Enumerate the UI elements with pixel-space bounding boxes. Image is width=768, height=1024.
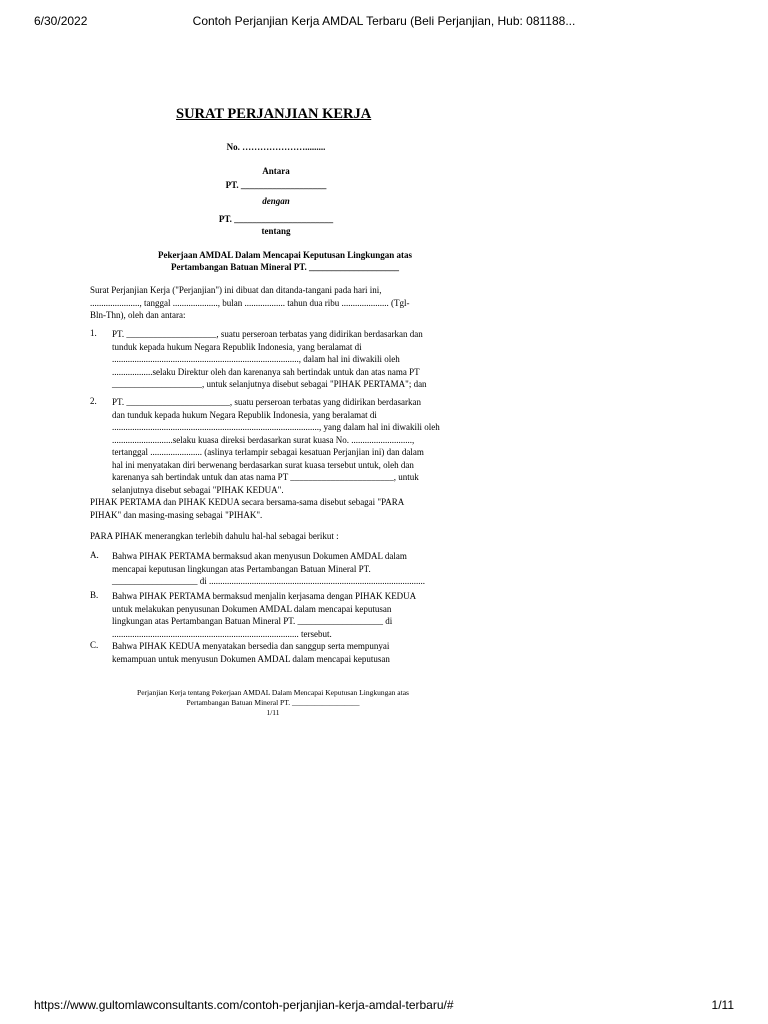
item-line: Bahwa PIHAK PERTAMA bermaksud akan menyusun Dokumen AMDAL dalam	[112, 551, 407, 561]
page-footer-line: Pertambangan Batuan Mineral PT. __________________	[186, 698, 360, 707]
tentang-label: tentang	[261, 226, 291, 236]
party-one-name: PT. ___________________	[225, 180, 327, 190]
item-line: ___________________ di ................................................................................................	[112, 576, 426, 586]
item-line: Bahwa PIHAK PERTAMA bermaksud menjalin kerjasama dengan PIHAK KEDUA	[112, 591, 417, 601]
para-line: PIHAK" dan masing-masing sebagai "PIHAK".	[90, 509, 263, 520]
clause-line: PT. _______________________, suatu perseroan terbatas yang didirikan berdasarkan	[112, 397, 422, 407]
print-page-title: Contoh Perjanjian Kerja AMDAL Terbaru (Beli Perjanjian, Hub: 081188...	[192, 14, 576, 28]
print-date: 6/30/2022	[34, 14, 88, 28]
item-line: untuk melakukan penyusunan Dokumen AMDAL dalam mencapai keputusan	[112, 603, 392, 614]
print-url: https://www.gultomlawconsultants.com/contoh-perjanjian-kerja-amdal-terbaru/#	[34, 998, 454, 1012]
item-line: kemampuan untuk menyusun Dokumen AMDAL dalam mencapai keputusan	[112, 653, 390, 664]
item-letter: C.	[90, 640, 99, 650]
page-footer-line: Perjanjian Kerja tentang Pekerjaan AMDAL Dalam Mencapai Keputusan Lingkungan atas	[137, 688, 409, 697]
intro-line: Surat Perjanjian Kerja ("Perjanjian") ini dibuat dan ditanda-tangani pada hari ini,	[90, 285, 382, 295]
intro-paragraph	[90, 284, 456, 322]
recital-item-a	[112, 550, 456, 588]
page-footer-number: 1/11	[266, 708, 280, 717]
clause-line: PT. ____________________, suatu perseroan terbatas yang didirikan berdasarkan dan	[112, 329, 423, 339]
subject-line-1: Pekerjaan AMDAL Dalam Mencapai Keputusan Lingkungan atas	[157, 250, 413, 260]
party-two-clause	[112, 396, 456, 496]
antara-label: Antara	[262, 166, 290, 176]
intro-line: Bln-Thn), oleh dan antara:	[90, 310, 186, 320]
clause-line: ............................................................................................, yang dalam hal ini diwakili oleh	[112, 422, 440, 432]
item-line: ................................................................................... tersebut.	[112, 628, 332, 639]
page-footer	[110, 688, 436, 718]
clause-line: ..................selaku Direktur oleh dan karenanya sah bertindak untuk dan atas nama PT	[112, 366, 420, 377]
item-line: mencapai keputusan lingkungan atas Pertambangan Batuan Mineral PT.	[112, 563, 371, 574]
recital-item-b	[112, 590, 456, 640]
print-footer	[34, 998, 734, 1014]
print-header	[34, 14, 734, 30]
clause-number: 2.	[90, 396, 97, 406]
menerangkan-line: PARA PIHAK menerangkan terlebih dahulu hal-hal sebagai berikut :	[90, 531, 339, 541]
document-number: No. ………………….........	[226, 142, 326, 152]
item-line: lingkungan atas Pertambangan Batuan Mineral PT. ___________________ di	[112, 616, 393, 626]
para-line: PIHAK PERTAMA dan PIHAK KEDUA secara bersama-sama disebut sebagai "PARA	[90, 497, 405, 507]
clause-line: tunduk kepada hukum Negara Republik Indonesia, yang beralamat di	[112, 341, 362, 352]
item-letter: B.	[90, 590, 99, 600]
clause-line: ...........................selaku kuasa direksi berdasarkan surat kuasa No. ...........................,	[112, 434, 415, 445]
para-pihak-paragraph	[90, 496, 456, 521]
clause-line: tertanggal ....................... (aslinya terlampir sebagai kesatuan Perjanjian ini) dan dalam	[112, 447, 424, 457]
item-letter: A.	[90, 550, 99, 560]
document-title: SURAT PERJANJIAN KERJA	[176, 106, 372, 122]
clause-line: hal ini menyatakan diri berwenang berdasarkan surat kuasa tersebut untuk, oleh dan	[112, 459, 414, 470]
clause-line: ____________________, untuk selanjutnya disebut sebagai "PIHAK PERTAMA"; dan	[112, 379, 427, 389]
party-two-name: PT. ______________________	[218, 214, 334, 224]
party-one-clause	[112, 328, 456, 391]
intro-line: ......................, tanggal ...................., bulan .................. tahun dua ribu ..................... (Tgl-	[90, 297, 410, 308]
clause-line: dan tunduk kepada hukum Negara Republik Indonesia, yang beralamat di	[112, 409, 377, 420]
recital-item-c	[112, 640, 456, 665]
print-page-count: 1/11	[711, 998, 734, 1012]
clause-line: selanjutnya disebut sebagai "PIHAK KEDUA".	[112, 484, 284, 495]
clause-line: ..................................................................................., dalam hal ini diwakili oleh	[112, 354, 400, 364]
subject-line-2: Pertambangan Batuan Mineral PT. ____________________	[170, 262, 400, 272]
dengan-label: dengan	[262, 196, 290, 206]
clause-number: 1.	[90, 328, 97, 338]
clause-line: karenanya sah bertindak untuk dan atas nama PT _______________________, untuk	[112, 472, 419, 482]
item-line: Bahwa PIHAK KEDUA menyatakan bersedia dan sanggup serta mempunyai	[112, 641, 390, 651]
